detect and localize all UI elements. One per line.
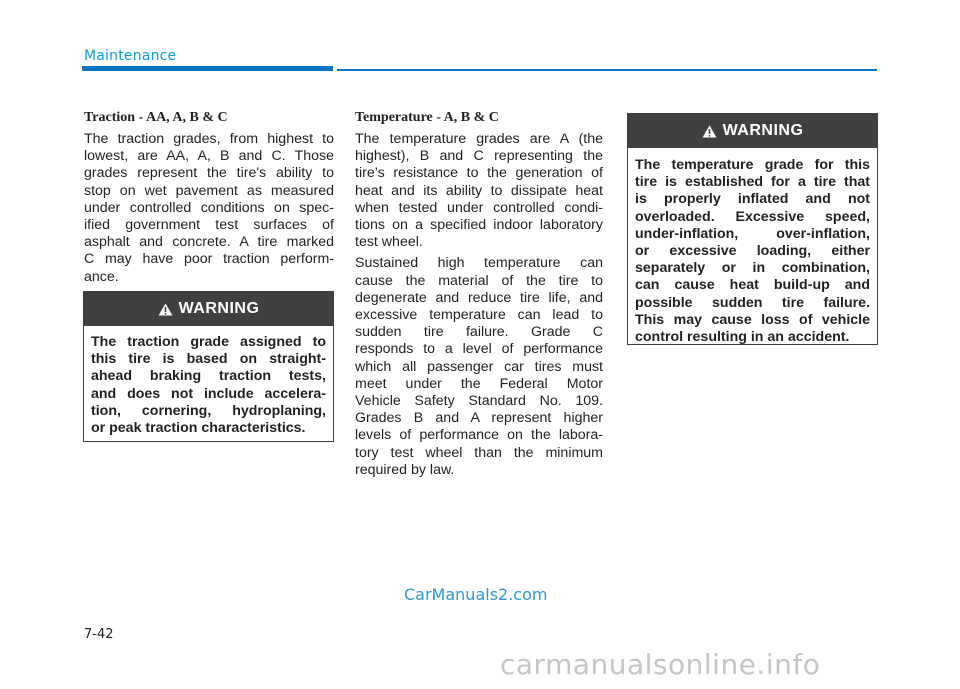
warning-triangle-icon <box>158 303 173 316</box>
text-line: heat and its ability to dissipate heat <box>355 182 603 199</box>
temperature-warning-header <box>628 114 877 148</box>
traction-warning-text <box>84 326 333 437</box>
text-line: this tire is based on straight- <box>91 351 326 368</box>
text-line: separately or in combination, <box>635 260 870 277</box>
temperature-body <box>355 131 603 483</box>
text-line: The traction grades, from highest to <box>84 131 334 147</box>
traction-warning-box <box>83 291 334 442</box>
text-line: levels of performance on the labora- <box>355 427 603 444</box>
watermark-link[interactable]: CarManuals2.com <box>404 585 548 604</box>
text-line: is properly inflated and not <box>635 191 870 208</box>
text-line: The temperature grades are A (the <box>355 131 603 147</box>
text-line: possible sudden tire failure. <box>635 294 870 311</box>
warning-triangle-icon <box>702 125 717 138</box>
traction-heading: Traction - AA, A, B & C <box>84 110 228 125</box>
temperature-warning-text <box>628 148 877 346</box>
text-line: ahead braking traction tests, <box>91 368 326 385</box>
text-line: tire is established for a tire that <box>635 174 870 191</box>
text-line: ance. <box>84 268 119 285</box>
header-rule-thin <box>337 69 877 71</box>
temperature-warning-title: WARNING <box>722 122 804 139</box>
text-line: tory test wheel than the minimum <box>355 444 603 461</box>
text-line: highest), B and C representing the <box>355 148 603 165</box>
text-line: sudden tire failure. Grade C <box>355 324 603 341</box>
text-line: cause the material of the tire to <box>355 272 603 289</box>
text-line: when tested under controlled condi- <box>355 199 603 216</box>
text-line: tion, cornering, hydroplaning, <box>91 402 326 419</box>
text-line: lowest, are AA, A, B and C. Those <box>84 148 334 165</box>
text-line: Sustained high temperature can <box>355 255 603 272</box>
text-line: responds to a level of performance <box>355 341 603 358</box>
text-line: This may cause loss of vehicle <box>635 311 870 328</box>
text-line: which all passenger car tires must <box>355 358 603 375</box>
text-line: excessive temperature can lead to <box>355 307 603 324</box>
temperature-warning-box <box>627 113 878 345</box>
page-number: 7-42 <box>84 627 114 642</box>
text-line: ified government test surfaces of <box>84 217 334 234</box>
text-line: grades represent the tire's ability to <box>84 165 334 182</box>
text-line: overloaded. Excessive speed, <box>635 208 870 225</box>
text-line: meet under the Federal Motor <box>355 375 603 392</box>
text-line: can cause heat build-up and <box>635 277 870 294</box>
text-line: asphalt and concrete. A tire marked <box>84 234 334 251</box>
text-line: The traction grade assigned to <box>91 334 326 350</box>
temperature-paragraph-2 <box>355 255 603 479</box>
text-line: or excessive loading, either <box>635 243 870 260</box>
text-line: and does not include accelera- <box>91 385 326 402</box>
traction-body <box>84 131 334 290</box>
text-line: or peak traction characteristics. <box>91 420 306 437</box>
text-line: The temperature grade for this <box>635 157 870 173</box>
text-line: required by law. <box>355 461 455 478</box>
text-line: test wheel. <box>355 234 423 251</box>
text-line: tire’s resistance to the generation of <box>355 165 603 182</box>
traction-paragraph <box>84 131 334 286</box>
header-rule-thick <box>82 66 333 71</box>
watermark-bottom: carmanualsonline.info <box>500 648 821 681</box>
text-line: tions on a specified indoor laboratory <box>355 217 603 234</box>
text-line: Vehicle Safety Standard No. 109. <box>355 393 603 410</box>
section-title: Maintenance <box>84 48 177 64</box>
text-line: under controlled conditions on spec- <box>84 199 334 216</box>
text-line: degenerate and reduce tire life, and <box>355 289 603 306</box>
text-line: under-inflation, over-inflation, <box>635 225 870 242</box>
text-line: C may have poor traction perform- <box>84 251 334 268</box>
traction-warning-title: WARNING <box>178 300 260 317</box>
temperature-paragraph-1 <box>355 131 603 251</box>
traction-warning-header <box>84 292 333 326</box>
text-line: Grades B and A represent higher <box>355 410 603 427</box>
text-line: control resulting in an accident. <box>635 329 850 346</box>
temperature-heading: Temperature - A, B & C <box>355 110 499 125</box>
text-line: stop on wet pavement as measured <box>84 182 334 199</box>
